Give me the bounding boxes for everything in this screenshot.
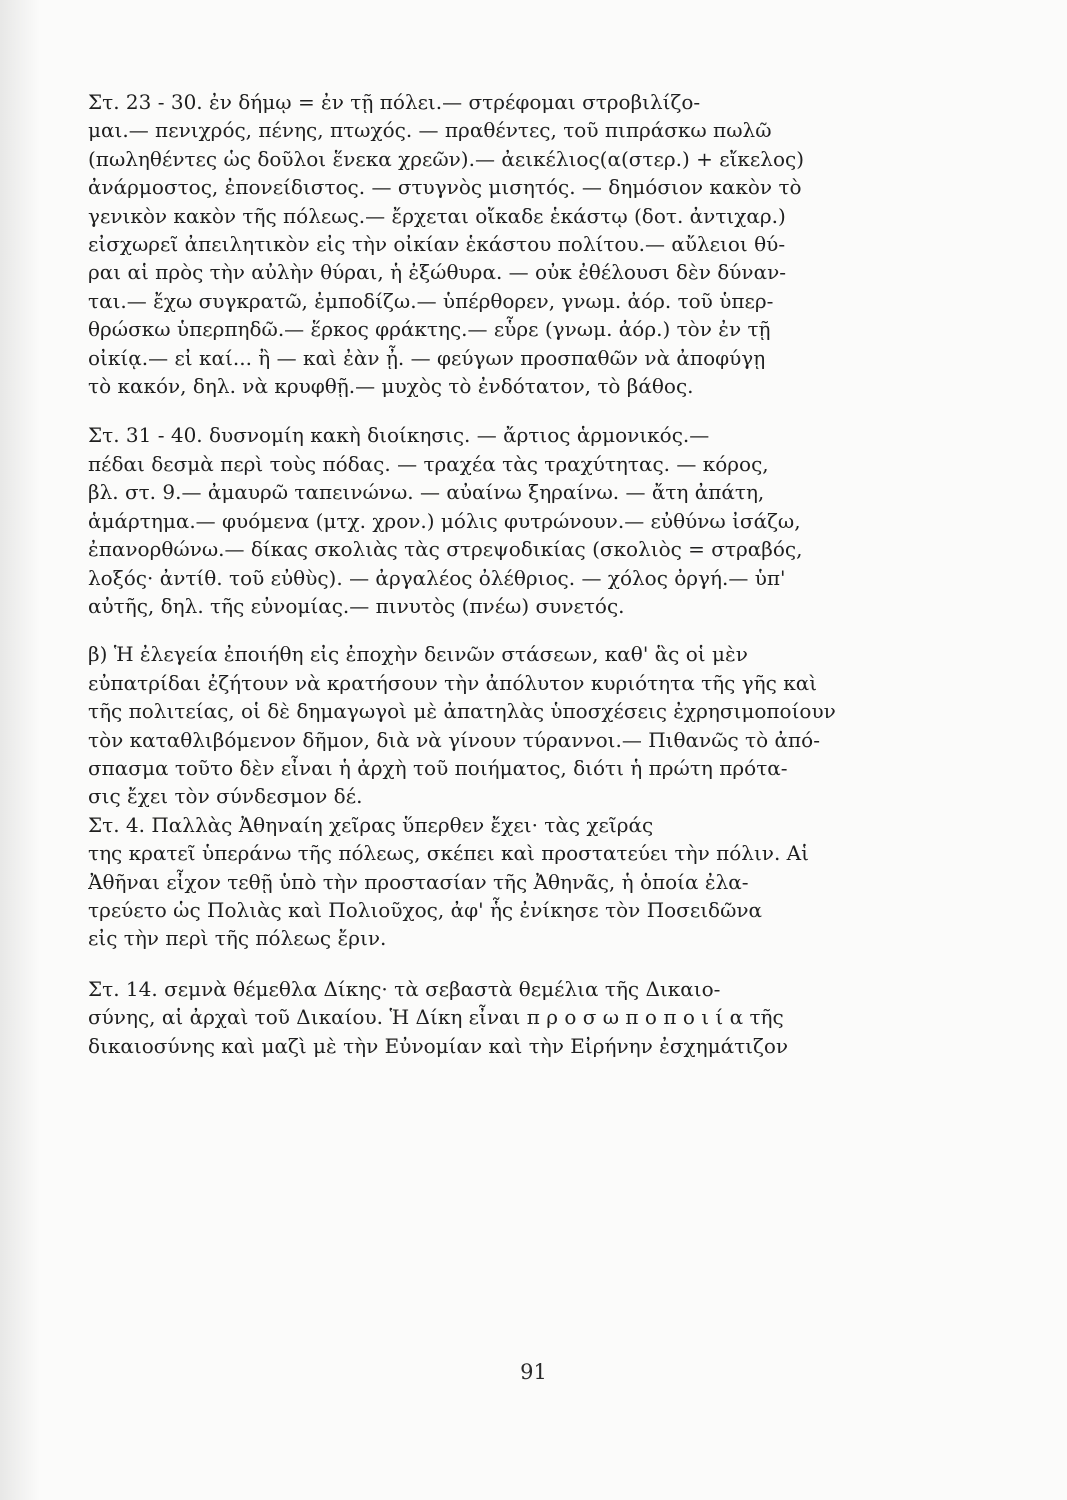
text-line: β) Ἡ ἐλεγεία ἐποιήθη εἰς ἐποχὴν δεινῶν στάσεων, καθ' ἃς οἱ μὲν bbox=[88, 642, 748, 667]
text-line: τὸν καταθλιβόμενον δῆμον, διὰ νὰ γίνουν τύραννοι.— Πιθανῶς τὸ ἀπό- bbox=[88, 727, 820, 752]
paragraph-section-b bbox=[88, 640, 918, 810]
text-line: εὐπατρίδαι ἐζήτουν νὰ κρατήσουν τὴν ἀπόλυτον κυριότητα τῆς γῆς καὶ bbox=[88, 670, 818, 695]
text-line: Στ. 31 - 40. δυσνομίη κακὴ διοίκησις. — ἄρτιος ἁρμονικός.— bbox=[88, 423, 710, 448]
text-line: Στ. 14. σεμνὰ θέμεθλα Δίκης· τὰ σεβαστὰ θεμέλια τῆς Δικαιο- bbox=[88, 976, 721, 1001]
text-line: θρώσκω ὑπερπηδῶ.— ἕρκος φράκτης.— εὗρε (γνωμ. ἀόρ.) τὸν ἐν τῇ bbox=[88, 317, 771, 342]
paragraph-lines-23-30 bbox=[88, 88, 918, 400]
text-line: βλ. στ. 9.— ἀμαυρῶ ταπεινώνω. — αὐαίνω ξηραίνω. — ἄτη ἀπάτη, bbox=[88, 480, 765, 505]
text-line: αὐτῆς, δηλ. τῆς εὐνομίας.— πινυτὸς (πνέω) συνετός. bbox=[88, 593, 625, 618]
text-line: λοξός· ἀντίθ. τοῦ εὐθὺς). — ἀργαλέος ὀλέθριος. — χόλος ὀργή.— ὑπ' bbox=[88, 565, 786, 590]
text-line: εἰσχωρεῖ ἀπειλητικὸν εἰς τὴν οἰκίαν ἑκάστου πολίτου.— αὔλειοι θύ- bbox=[88, 232, 786, 257]
text-line: τῆς πολιτείας, οἱ δὲ δημαγωγοὶ μὲ ἀπατηλὰς ὑποσχέσεις ἐχρησιμοποίουν bbox=[88, 699, 836, 724]
text-line: ραι αἱ πρὸς τὴν αὐλὴν θύραι, ἡ ἐξώθυρα. — οὐκ ἐθέλουσι δὲν δύναν- bbox=[88, 260, 787, 285]
text-line: τὸ κακόν, δηλ. νὰ κρυφθῇ.— μυχὸς τὸ ἐνδότατον, τὸ βάθος. bbox=[88, 374, 694, 399]
text-line: πέδαι δεσμὰ περὶ τοὺς πόδας. — τραχέα τὰς τραχύτητας. — κόρος, bbox=[88, 451, 769, 476]
text-line: Στ. 4. Παλλὰς Ἀθηναίη χεῖρας ὕπερθεν ἔχει· τὰς χεῖράς bbox=[88, 812, 654, 837]
text-line: της κρατεῖ ὑπεράνω τῆς πόλεως, σκέπει καὶ προστατεύει τὴν πόλιν. Αἱ bbox=[88, 841, 809, 866]
text-line: Στ. 23 - 30. ἐν δήμῳ = ἐν τῇ πόλει.— στρέφομαι στροβιλίζο- bbox=[88, 90, 701, 114]
text-line: ἁμάρτημα.— φυόμενα (μτχ. χρον.) μόλις φυτρώνουν.— εὐθύνω ἰσάζω, bbox=[88, 508, 801, 533]
page-number: 91 bbox=[520, 1360, 547, 1384]
text-line: σις ἔχει τὸν σύνδεσμον δέ. bbox=[88, 784, 363, 809]
paragraph-lines-31-40 bbox=[88, 421, 918, 620]
text-line: τρεύετο ὡς Πολιὰς καὶ Πολιοῦχος, ἀφ' ἧς ἐνίκησε τὸν Ποσειδῶνα bbox=[88, 897, 763, 922]
text-line: ται.— ἔχω συγκρατῶ, ἐμποδίζω.— ὑπέρθορεν, γνωμ. ἀόρ. τοῦ ὑπερ- bbox=[88, 288, 774, 313]
text-line: Ἀθῆναι εἶχον τεθῇ ὑπὸ τὴν προστασίαν τῆς Ἀθηνᾶς, ἡ ὁποία ἐλα- bbox=[88, 869, 749, 894]
text-line: ἀνάρμοστος, ἐπονείδιστος. — στυγνὸς μισητός. — δημόσιον κακὸν τὸ bbox=[88, 175, 802, 200]
page-gutter-shadow bbox=[0, 0, 40, 1500]
paragraph-line-14 bbox=[88, 975, 918, 1060]
text-line: σπασμα τοῦτο δὲν εἶναι ἡ ἀρχὴ τοῦ ποιήματος, διότι ἡ πρώτη πρότα- bbox=[88, 755, 788, 780]
text-line: μαι.— πενιχρός, πένης, πτωχός. — πραθέντες, τοῦ πιπράσκω πωλῶ bbox=[88, 118, 772, 143]
text-line: (πωληθέντες ὡς δοῦλοι ἕνεκα χρεῶν).— ἀεικέλιος(α(στερ.) + εἴκελος) bbox=[88, 146, 805, 171]
text-line: εἰς τὴν περὶ τῆς πόλεως ἔριν. bbox=[88, 926, 387, 951]
text-line: γενικὸν κακὸν τῆς πόλεως.— ἔρχεται οἴκαδε ἑκάστῳ (δοτ. ἀντιχαρ.) bbox=[88, 203, 786, 228]
text-line: οἰκίᾳ.— εἰ καί... ἢ — καὶ ἐὰν ᾖ. — φεύγων προσπαθῶν νὰ ἀποφύγῃ bbox=[88, 345, 766, 370]
commentary-text bbox=[88, 88, 918, 1060]
text-line: ἐπανορθώνω.— δίκας σκολιὰς τὰς στρεψοδικίας (σκολιὸς = στραβός, bbox=[88, 537, 803, 562]
text-line: σύνης, αἱ ἀρχαὶ τοῦ Δικαίου. Ἡ Δίκη εἶναι π ρ ο σ ω π ο π ο ι ί α τῆς bbox=[88, 1005, 784, 1030]
paragraph-line-4 bbox=[88, 811, 918, 953]
text-line: δικαιοσύνης καὶ μαζὶ μὲ τὴν Εὐνομίαν καὶ τὴν Εἰρήνην ἐσχημάτιζον bbox=[88, 1033, 789, 1058]
